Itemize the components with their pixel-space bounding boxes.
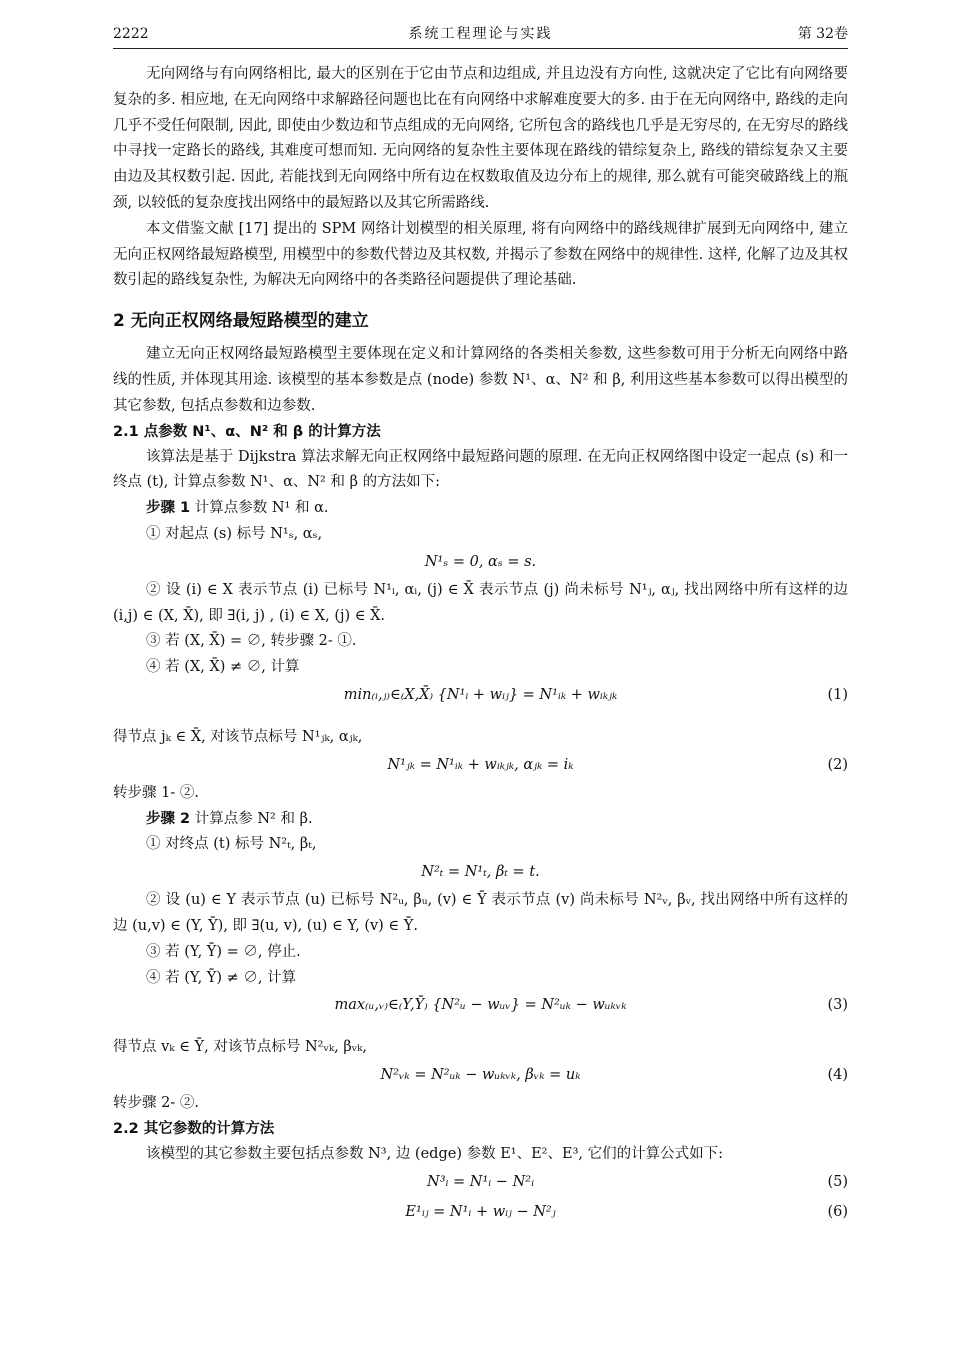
step-item: 转步骤 1- ②.: [113, 784, 199, 801]
step-heading: [113, 496, 848, 522]
step-item: 转步骤 2- ②.: [113, 1095, 199, 1112]
equation: [113, 1061, 848, 1091]
step-item: ④ 若 (Y, Ȳ) ≠ ∅, 计算: [146, 969, 297, 986]
paragraph: 本文借鉴文献 [17] 提出的 SPM 网络计划模型的相关原理, 将有向网络中的路线规律扩展到无向网络中, 建立无向正权网络最短路模型, 用模型中的参数代替边及其权数, 并揭示了参数在网络中的规律性. 这样, 化解了边及其权数引起的路线复杂性, 为解决无向网络中的各类路径问题提供了理论基础.: [113, 220, 848, 289]
equation: [113, 1168, 848, 1198]
equation-body: E¹ᵢⱼ = N¹ᵢ + wᵢⱼ − N²ⱼ: [405, 1203, 556, 1220]
step-item: 得节点 jₖ ∈ X̄, 对该节点标号 N¹ⱼₖ, αⱼₖ,: [113, 728, 363, 745]
equation: [113, 548, 848, 578]
paragraph: 该模型的其它参数主要包括点参数 N³, 边 (edge) 参数 E¹、E²、E³, 它们的计算公式如下:: [146, 1145, 723, 1162]
step-item: ③ 若 (X, X̄) = ∅, 转步骤 2- ①.: [146, 633, 357, 650]
equation: [113, 1198, 848, 1228]
step-text: 计算点参数 N¹ 和 α.: [190, 500, 329, 517]
paragraph: 无向网络与有向网络相比, 最大的区别在于它由节点和边组成, 并且边没有方向性, 这就决定了它比有向网络要复杂的多. 相应地, 在无向网络中求解路径问题也比在有向网络中求解难度要大的多. 由于在无向网络中, 路线的走向几乎不受任何限制, 因此, 即使由少数边和节点组成的无向网络, 它所包含的路线也几乎是无穷尽的, 在无穷尽的路线中寻找一定路长的路线, 其难度可想而知. 无向网络的复杂性主要体现在路线的错综复杂上, 路线的错综复杂又主要由边及其权数引起. 因此, 若能找到无向网络中所有边在权数取值及边分布上的规律, 那么就有可能突破路线上的瓶颈, 以较低的复杂度找出网络中的最短路以及其它所需路线.: [113, 66, 848, 211]
step-item: ③ 若 (Y, Ȳ) = ∅, 停止.: [146, 943, 301, 960]
step-item: ① 对起点 (s) 标号 N¹ₛ, αₛ,: [146, 525, 323, 542]
step-item: ① 对终点 (t) 标号 N²ₜ, βₜ,: [146, 836, 317, 853]
subsection-heading: 2.1 点参数 N¹、α、N² 和 β 的计算方法: [113, 423, 381, 440]
equation-number: (5): [827, 1173, 848, 1190]
equation: [113, 681, 848, 725]
equation-body: N¹ₛ = 0, αₛ = s.: [424, 553, 537, 570]
volume-label: 第 32卷: [797, 26, 848, 42]
equation: [113, 991, 848, 1035]
equation: [113, 858, 848, 888]
step-text: 计算点参 N² 和 β.: [190, 810, 313, 827]
equation-body: N¹ⱼₖ = N¹ᵢₖ + wᵢₖⱼₖ, αⱼₖ = iₖ: [387, 756, 574, 773]
subsection-heading: 2.2 其它参数的计算方法: [113, 1120, 275, 1137]
equation-number: (4): [827, 1067, 848, 1084]
step-label: 步骤 2: [146, 810, 191, 827]
equation: [113, 751, 848, 781]
page-number: 2222: [113, 26, 149, 42]
step-label: 步骤 1: [146, 500, 191, 517]
step-heading: [113, 807, 848, 833]
equation-number: (3): [827, 997, 848, 1014]
equation-body: N²ᵥₖ = N²ᵤₖ − wᵤₖᵥₖ, βᵥₖ = uₖ: [380, 1067, 581, 1084]
step-item: ④ 若 (X, X̄) ≠ ∅, 计算: [146, 659, 300, 676]
equation-body: max₍ᵤ,ᵥ₎∈₍Y,Ȳ₎ {N²ᵤ − wᵤᵥ} = N²ᵤₖ − wᵤₖᵥₖ: [334, 997, 627, 1014]
step-item: ② 设 (i) ∈ X 表示节点 (i) 已标号 N¹ᵢ, αᵢ, (j) ∈ X̄ 表示节点 (j) 尚未标号 N¹ⱼ, αⱼ, 找出网络中所有这样的边 (i,j) ∈ (X, X̄), 即 ∃(i, j) , (i) ∈ X, (j) ∈ X̄.: [113, 581, 848, 624]
equation-number: (1): [827, 686, 848, 703]
equation-number: (2): [827, 756, 848, 773]
equation-body: N²ₜ = N¹ₜ, βₜ = t.: [421, 864, 540, 881]
paragraph: 该算法是基于 Dijkstra 算法求解无向正权网络中最短路问题的原理. 在无向正权网络图中设定一起点 (s) 和一终点 (t), 计算点参数 N¹、α、N² 和 β 的方法如下:: [113, 448, 848, 491]
equation-body: N³ᵢ = N¹ᵢ − N²ᵢ: [427, 1173, 534, 1190]
step-item: ② 设 (u) ∈ Y 表示节点 (u) 已标号 N²ᵤ, βᵤ, (v) ∈ Ȳ 表示节点 (v) 尚未标号 N²ᵥ, βᵥ, 找出网络中所有这样的边 (u,v) ∈ (Y, Ȳ), 即 ∃(u, v), (u) ∈ Y, (v) ∈ Ȳ.: [113, 892, 848, 934]
page-body: [113, 62, 848, 1228]
equation-body: min₍ᵢ,ⱼ₎∈₍X,X̄₎ {N¹ᵢ + wᵢⱼ} = N¹ᵢₖ + wᵢₖⱼₖ: [343, 686, 618, 703]
section-heading: 2 无向正权网络最短路模型的建立: [113, 311, 369, 332]
header-rule: [113, 48, 848, 49]
journal-name: 系统工程理论与实践: [408, 26, 553, 42]
step-item: 得节点 vₖ ∈ Ȳ, 对该节点标号 N²ᵥₖ, βᵥₖ,: [113, 1039, 368, 1056]
paragraph: 建立无向正权网络最短路模型主要体现在定义和计算网络的各类相关参数, 这些参数可用于分析无向网络中路线的性质, 并体现其用途. 该模型的基本参数是点 (node) 参数 N¹、α、N² 和 β, 利用这些基本参数可以得出模型的其它参数, 包括点参数和边参数.: [113, 346, 848, 414]
running-header: [113, 24, 848, 48]
paper-page: [113, 0, 848, 1357]
equation-number: (6): [827, 1203, 848, 1220]
